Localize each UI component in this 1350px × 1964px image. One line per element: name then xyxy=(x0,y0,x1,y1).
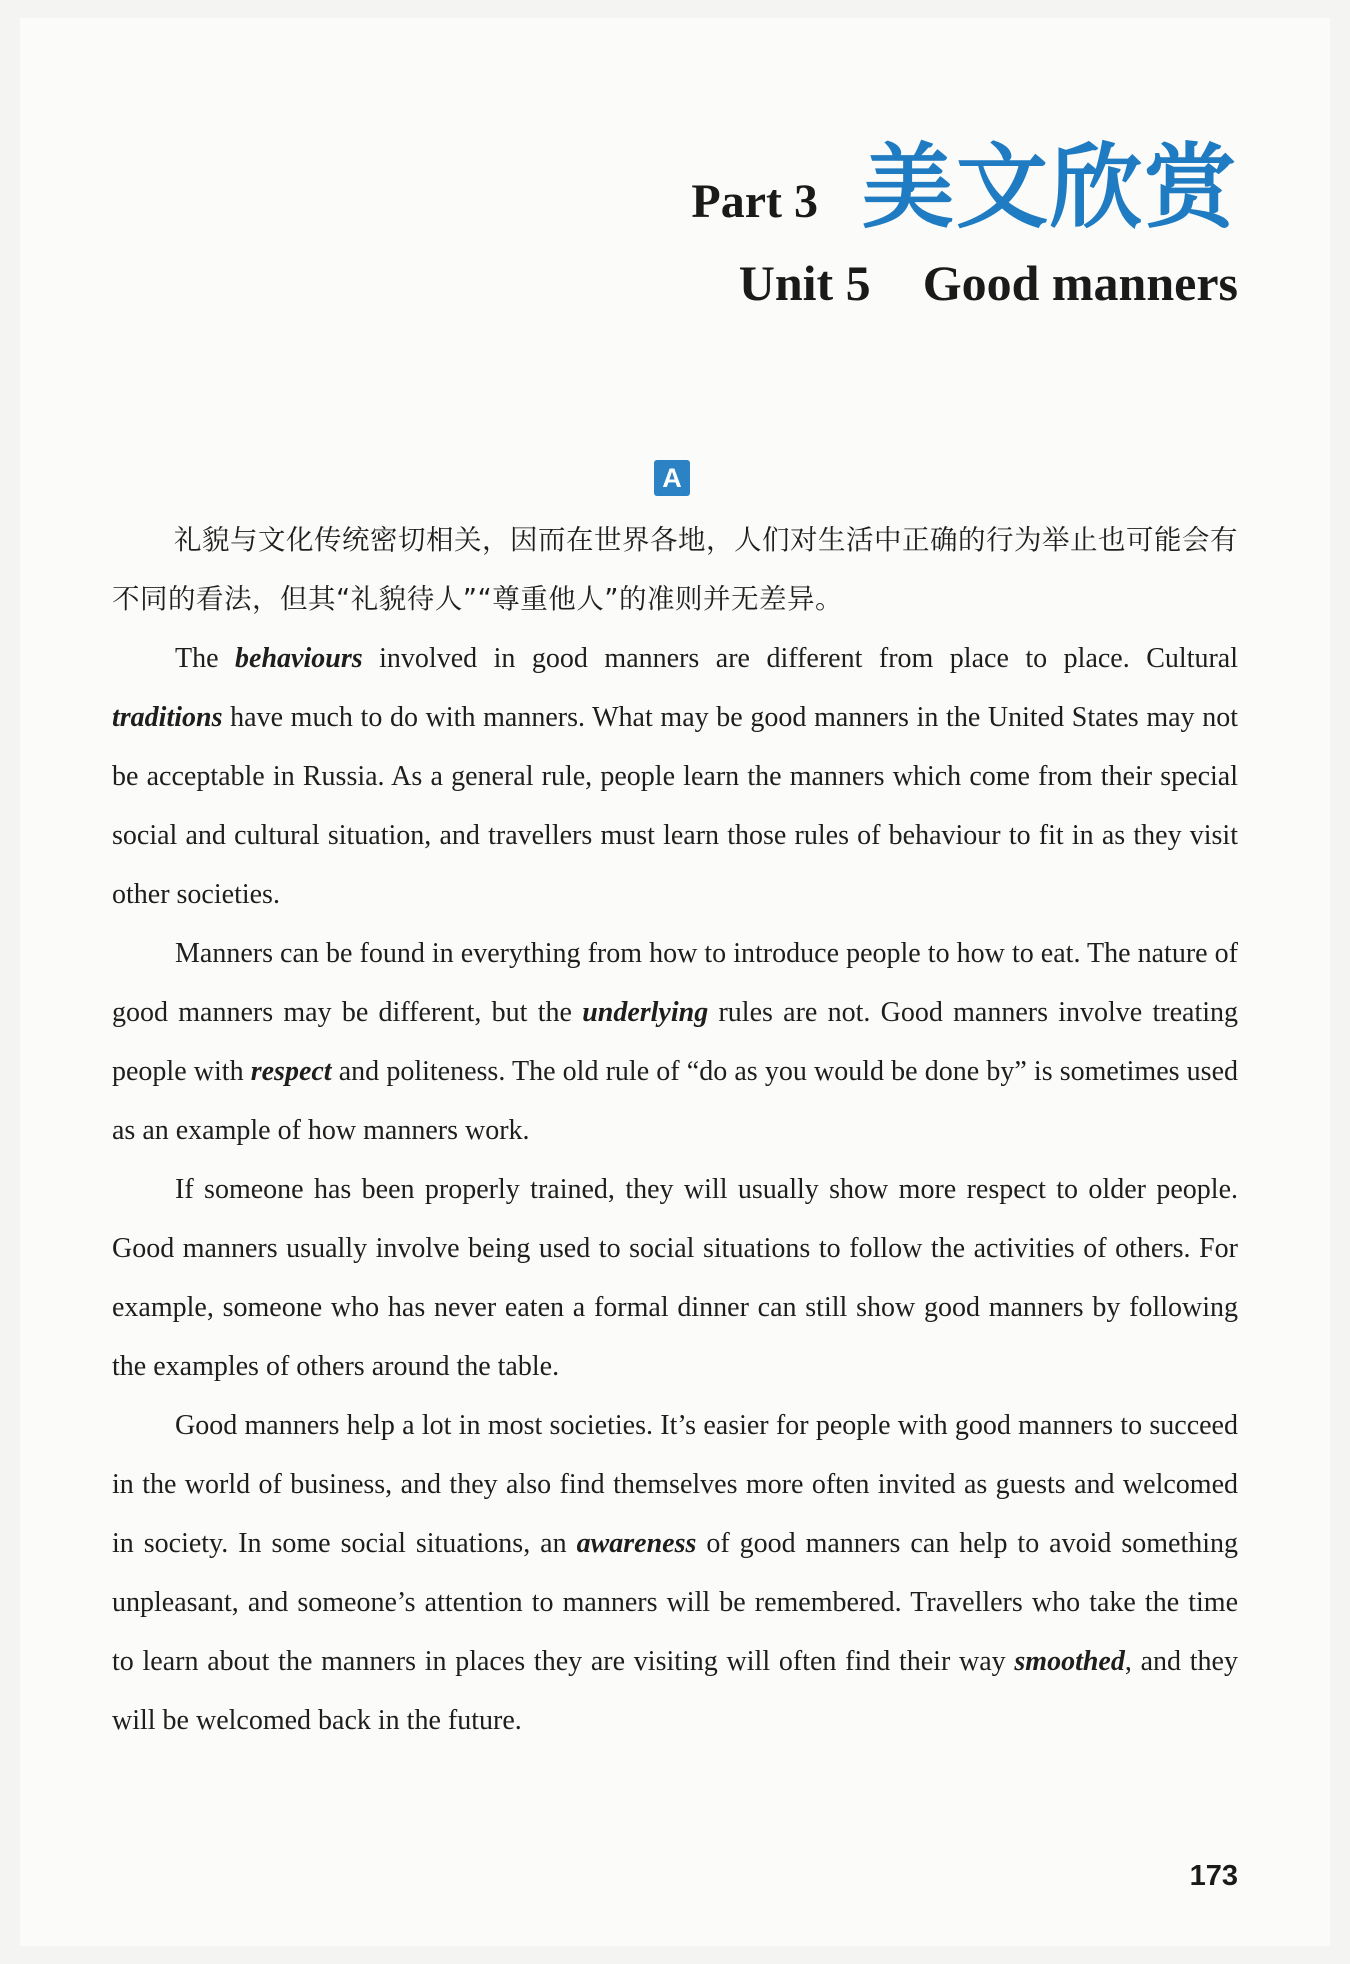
keyword-respect: respect xyxy=(250,1056,332,1087)
keyword-traditions: traditions xyxy=(112,702,223,733)
part-title: 美文欣赏 xyxy=(861,134,1238,241)
paragraph-4: Good manners help a lot in most societies. It’s easier for people with good manners to succeed in the world of business, and they also find themselves more often invited as guests and welcomed in society. In some social situations, an awareness of good manners can help to avoid something unpleasant, and someone’s attention to manners will be remembered. Travellers who take the time to learn about the manners in places they are visiting will often find their way smoothed, and they will be welcomed back in the future. xyxy=(112,1410,1238,1736)
chinese-intro: 礼貌与文化传统密切相关，因而在世界各地，人们对生活中正确的行为举止也可能会有不同的看法，但其“礼貌待人”“尊重他人”的准则并无差异。 xyxy=(112,524,1238,615)
keyword-smoothed: smoothed xyxy=(1014,1646,1125,1677)
page-number: 173 xyxy=(1189,1860,1238,1892)
section-badge: A xyxy=(654,460,690,496)
paragraph-1: The behaviours involved in good manners are different from place to place. Cultural traditions have much to do with manners. What may be good manners in the United States may not be acceptable in Russia. As a general rule, people learn the manners which come from their special social and cultural situation, and travellers must learn those rules of behaviour to fit in as they visit other societies. xyxy=(112,643,1239,910)
unit-label: Unit 5 xyxy=(738,255,871,311)
keyword-awareness: awareness xyxy=(576,1528,697,1559)
unit-heading xyxy=(691,254,1238,312)
unit-title: Good manners xyxy=(922,255,1238,311)
reading-passage xyxy=(112,511,1238,1750)
part-label: Part 3 xyxy=(691,174,818,228)
paragraph-2: Manners can be found in everything from how to introduce people to how to eat. The nature of good manners may be different, but the underlying rules are not. Good manners involve treating people with respect and politeness. The old rule of “do as you would be done by” is sometimes used as an example of how manners work. xyxy=(112,938,1239,1146)
keyword-behaviours: behaviours xyxy=(235,643,363,674)
part-heading xyxy=(691,134,1238,241)
keyword-underlying: underlying xyxy=(582,997,709,1028)
paragraph-3: If someone has been properly trained, they will usually show more respect to older people. Good manners usually involve being used to social situations to follow the activities of others. For example, someone who has never eaten a formal dinner can still show good manners by following the examples of others around the table. xyxy=(112,1174,1238,1382)
unit-header xyxy=(691,134,1238,312)
